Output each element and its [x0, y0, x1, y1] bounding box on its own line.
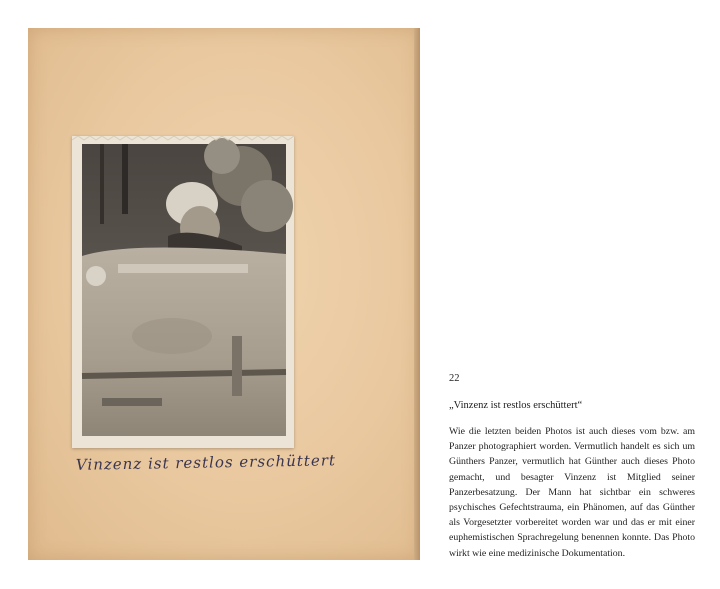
photo-print [72, 136, 294, 448]
album-page-edge [414, 28, 420, 560]
page-number: 22 [449, 373, 460, 384]
body-text: Wie die letzten beiden Photos ist auch dieses vom bzw. am Panzer photographiert worden. Vermutlich handelt es sich um Günthers Panzer, vermutlich hat Günther auch dieses Photo gemacht, und besagter Vinzenz ist Mitglied seiner Panzerbesatzung. Der Mann hat sichtbar ein schweres psychisches Gefechtstrauma, ein Phänomen, auf das Günther als Vorgesetzter vorbereitet worden war und das er mit einer euphemistischen Sprachregelung benennen konnte. Das Photo wirkt wie eine medizinische Dokumentation. [449, 426, 695, 559]
handwritten-caption: Vinzenz ist restlos erschüttert [75, 451, 337, 474]
section-title: „Vinzenz ist restlos erschüttert“ [449, 400, 583, 411]
photo-image [72, 136, 294, 448]
text-column [449, 372, 695, 561]
